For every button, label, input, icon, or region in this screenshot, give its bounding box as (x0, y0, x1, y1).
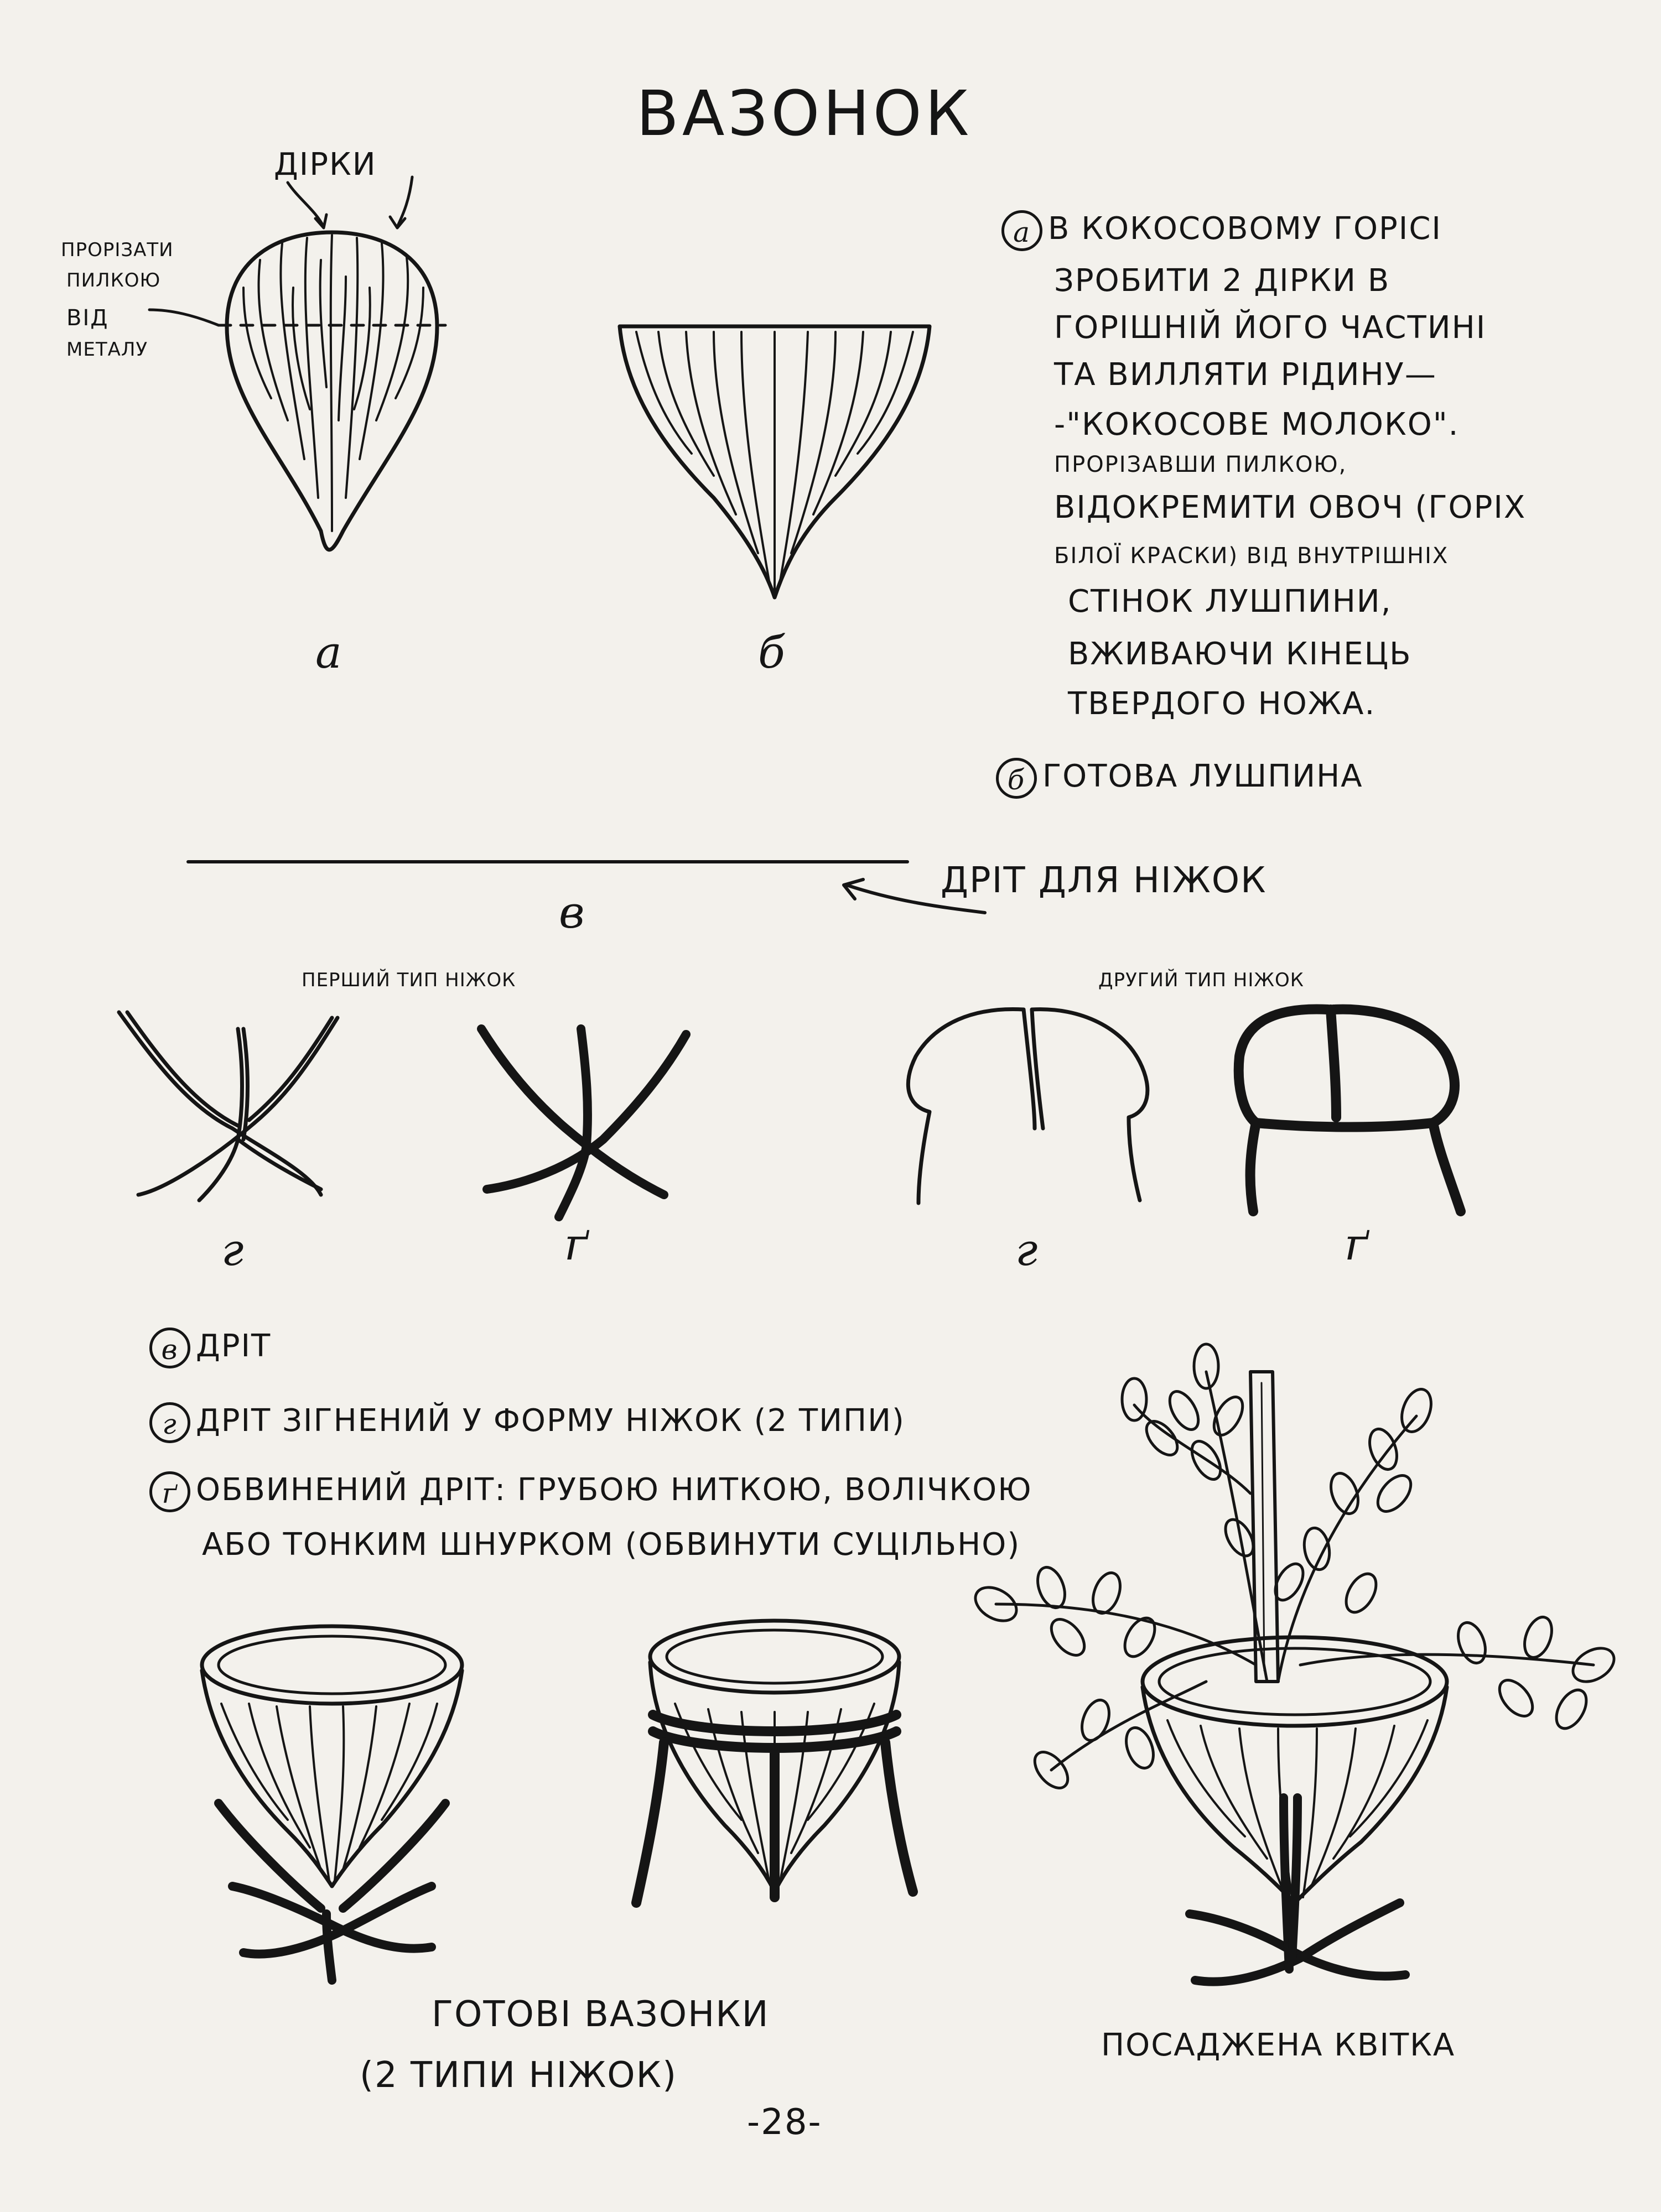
ready-pot-type-2 (636, 1621, 913, 1903)
cut-line-label-1: ПРОРІЗАТИ (61, 239, 174, 261)
first-type-legs-plain (119, 1012, 338, 1200)
cut-line-label-3: ВІД (66, 305, 109, 331)
ready-pots-caption-2: (2 ТИПИ НІЖОК) (360, 2055, 678, 2096)
instruction-a-line-10: ВЖИВАЮЧИ КІНЕЦЬ (1068, 636, 1412, 672)
figure-label-d1: ґ (564, 1219, 588, 1270)
instruction-a-line-6: ПРОРІЗАВШИ ПИЛКОЮ, (1054, 452, 1347, 477)
instruction-a-line-5: -"КОКОСОВЕ МОЛОКО". (1054, 407, 1460, 443)
marker-g: г (149, 1402, 190, 1443)
marker-a: а (1001, 210, 1042, 251)
figure-label-a: а (315, 627, 342, 678)
instruction-b-text: ГОТОВА ЛУШПИНА (1042, 758, 1363, 795)
instruction-b (996, 758, 1363, 799)
holes-arrows (288, 177, 412, 228)
wire-label: ДРІТ ДЛЯ НІЖОК (941, 860, 1267, 901)
instruction-a-line-7: ВІДОКРЕМИТИ ОВОЧ (ГОРІХ (1054, 490, 1527, 525)
instruction-a-line-8: БІЛОЇ КРАСКИ) ВІД ВНУТРІШНІХ (1054, 543, 1449, 569)
second-type-legs-plain (908, 1009, 1148, 1203)
legend-d-text-2: АБО ТОНКИМ ШНУРКОМ (ОБВИНУТИ СУЦІЛЬНО) (202, 1527, 1021, 1563)
legend-g-text: ДРІТ ЗІГНЕНИЙ У ФОРМУ НІЖОК (2 ТИПИ) (196, 1403, 905, 1439)
ready-pot-type-1 (202, 1626, 462, 1980)
instruction-a-line-9: СТІНОК ЛУШПИНИ, (1068, 584, 1392, 620)
cut-shell-drawing (620, 326, 930, 597)
second-type-heading: ДРУГИЙ ТИП НІЖОК (1098, 969, 1304, 991)
instruction-a-text-1: В КОКОСОВОМУ ГОРІСІ (1048, 211, 1442, 247)
figure-label-g1: г (221, 1224, 244, 1276)
second-type-legs-wrapped (1239, 1009, 1461, 1211)
instruction-a-line-2: ЗРОБИТИ 2 ДІРКИ В (1054, 263, 1390, 299)
first-type-legs-wrapped (481, 1029, 686, 1217)
planted-flower-pot (969, 1344, 1620, 1982)
legend-d-text-1: ОБВИНЕНИЙ ДРІТ: ГРУБОЮ НИТКОЮ, ВОЛІЧКОЮ (196, 1472, 1032, 1508)
legend-item-g (149, 1402, 905, 1443)
holes-label: ДІРКИ (274, 147, 377, 183)
figure-label-d2: ґ (1345, 1219, 1368, 1270)
marker-v: в (149, 1328, 190, 1368)
first-type-heading: ПЕРШИЙ ТИП НІЖОК (302, 969, 516, 991)
ready-pots-caption-1: ГОТОВІ ВАЗОНКИ (432, 1994, 770, 2035)
cut-line-label-2: ПИЛКОЮ (66, 269, 161, 292)
page-number: -28- (747, 2102, 822, 2143)
cut-line-label-4: МЕТАЛУ (66, 339, 148, 361)
figure-label-b: б (758, 627, 785, 678)
figure-label-v: в (559, 887, 585, 938)
figure-label-g2: г (1015, 1224, 1038, 1276)
instruction-a-line-1 (1001, 210, 1442, 251)
legend-item-v (149, 1328, 271, 1368)
cut-line-arrow (149, 310, 219, 325)
legend-v-text: ДРІТ (196, 1328, 272, 1365)
planted-flower-caption: ПОСАДЖЕНА КВІТКА (1101, 2027, 1456, 2063)
page-title: ВАЗОНОК (636, 78, 973, 150)
marker-d: ґ (149, 1471, 190, 1512)
instruction-a-line-4: ТА ВИЛЛЯТИ РІДИНУ— (1054, 357, 1437, 393)
instruction-a-line-3: ГОРІШНІЙ ЙОГО ЧАСТИНІ (1054, 310, 1487, 346)
instruction-a-line-11: ТВЕРДОГО НОЖА. (1068, 686, 1376, 722)
marker-b: б (996, 758, 1037, 799)
legend-item-d (149, 1471, 1032, 1512)
whole-coconut-drawing (219, 232, 445, 550)
